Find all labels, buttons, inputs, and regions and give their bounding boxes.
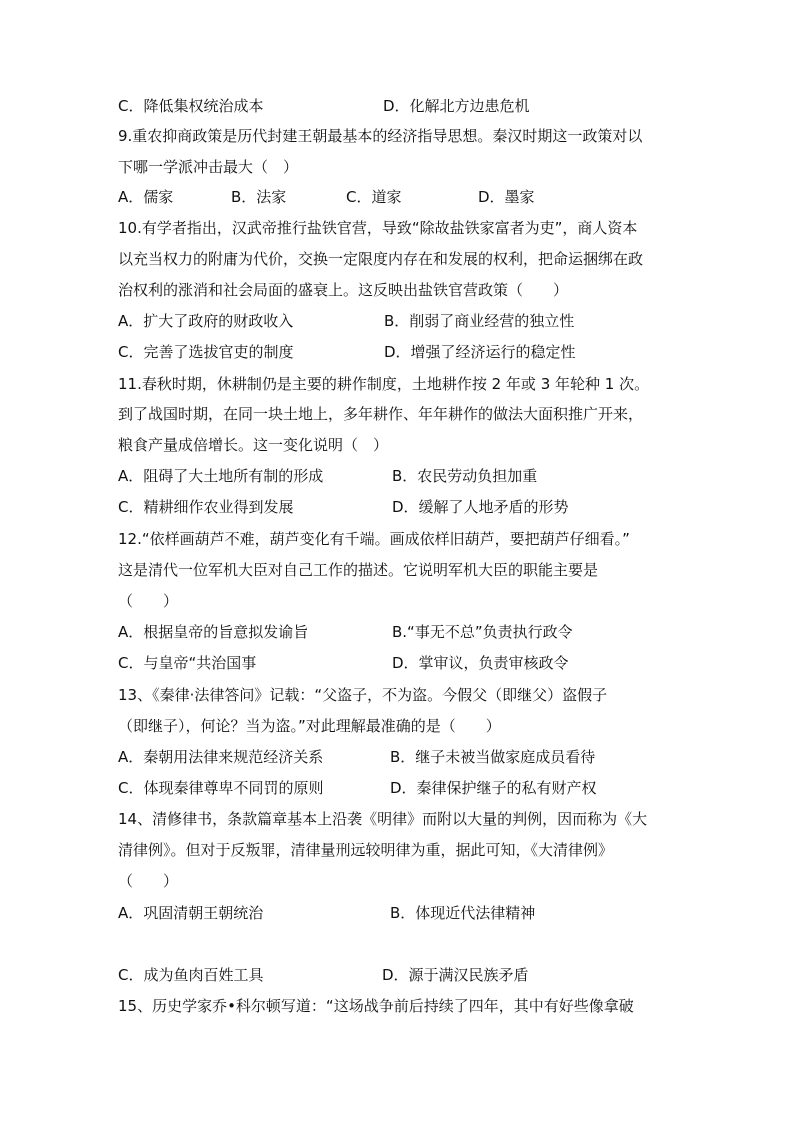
q12-option-b: B.“事无不总”负责执行政令	[392, 623, 573, 641]
q14-option-c: C．成为鱼肉百姓工具	[118, 966, 264, 984]
q11-option-c: C．精耕细作农业得到发展	[118, 498, 294, 516]
q14-option-a: A．巩固清朝王朝统治	[118, 904, 264, 922]
q14-option-d: D．源于满汉民族矛盾	[382, 966, 529, 984]
q10-option-a: A．扩大了政府的财政收入	[118, 312, 294, 330]
q13-option-d: D．秦律保护继子的私有财产权	[390, 779, 597, 797]
q15-stem-line-1: 15、历史学家乔•科尔顿写道：“这场战争前后持续了四年，其中有好些像拿破	[118, 997, 634, 1015]
q8-option-d: D．化解北方边患危机	[383, 97, 530, 115]
q9-option-d: D．墨家	[478, 188, 535, 206]
q10-option-d: D．增强了经济运行的稳定性	[384, 343, 576, 361]
q13-option-c: C．体现秦律尊卑不同罚的原则	[118, 779, 324, 797]
q13-stem-line-2: （即继子），何论？当为盗。”对此理解最准确的是（ ）	[118, 717, 501, 735]
q14-stem-line-2: 清律例》。但对于反叛罪，清律量刑远较明律为重，据此可知，《大清律例》	[118, 841, 614, 859]
q12-stem-line-2: 这是清代一位军机大臣对自己工作的描述。它说明军机大臣的职能主要是	[118, 561, 599, 579]
q10-option-b: B．削弱了商业经营的独立性	[384, 312, 575, 330]
q12-option-a: A．根据皇帝的旨意拟发谕旨	[118, 623, 309, 641]
q9-option-a: A．儒家	[118, 188, 174, 206]
q8-option-c: C．降低集权统治成本	[118, 97, 264, 115]
q10-stem-line-1: 10.有学者指出，汉武帝推行盐铁官营，导致“除故盐铁家富者为吏”，商人资本	[118, 219, 638, 237]
q14-stem-line-1: 14、清修律书，条款篇章基本上沿袭《明律》而附以大量的判例，因而称为《大	[118, 810, 648, 828]
q9-stem-line-2: 下哪一学派冲击最大（ ）	[118, 158, 299, 176]
q14-option-b: B．体现近代法律精神	[390, 904, 536, 922]
q11-stem-line-1: 11.春秋时期，休耕制仍是主要的耕作制度，土地耕作按 2 年或 3 年轮种 1 次。	[118, 375, 650, 393]
q9-option-b: B．法家	[231, 188, 287, 206]
q10-option-c: C．完善了选拔官吏的制度	[118, 343, 294, 361]
q11-stem-line-3: 粮食产量成倍增长。这一变化说明（ ）	[118, 436, 389, 454]
q11-stem-line-2: 到了战国时期，在同一块土地上，多年耕作、年年耕作的做法大面积推广开来，	[118, 405, 644, 423]
q12-option-c: C．与皇帝“共治国事	[118, 654, 257, 672]
q11-option-a: A．阻碍了大土地所有制的形成	[118, 467, 324, 485]
q13-option-b: B．继子未被当做家庭成员看待	[390, 748, 596, 766]
q12-stem-line-1: 12.“依样画葫芦不难，葫芦变化有千端。画成依样旧葫芦，要把葫芦仔细看。”	[118, 530, 630, 548]
q10-stem-line-3: 治权利的涨消和社会局面的盛衰上。这反映出盐铁官营政策（ ）	[118, 281, 569, 299]
q9-option-c: C．道家	[346, 188, 402, 206]
q14-stem-line-3: （ ）	[118, 872, 179, 890]
q9-stem-line-1: 9.重农抑商政策是历代封建王朝最基本的经济指导思想。秦汉时期这一政策对以	[118, 127, 643, 145]
q13-stem-line-1: 13、《秦律·法律答问》记载：“父盗子，不为盗。今假父（即继父）盗假子	[118, 686, 608, 704]
q12-stem-line-3: （ ）	[118, 592, 179, 610]
q11-option-d: D．缓解了人地矛盾的形势	[392, 498, 569, 516]
q11-option-b: B．农民劳动负担加重	[392, 467, 538, 485]
q13-option-a: A．秦朝用法律来规范经济关系	[118, 748, 324, 766]
q10-stem-line-2: 以充当权力的附庸为代价，交换一定限度内存在和发展的权利，把命运捆绑在政	[118, 250, 644, 268]
q12-option-d: D．掌审议，负责审核政令	[392, 654, 569, 672]
